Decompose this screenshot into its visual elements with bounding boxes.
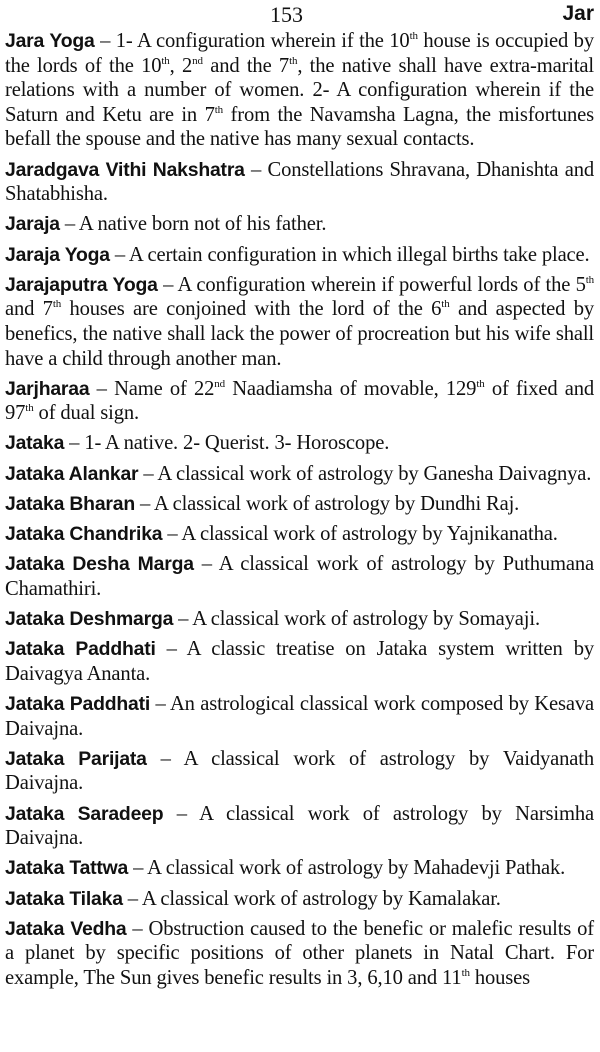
entry-separator: – xyxy=(109,243,129,266)
entry-definition: A certain configuration in which illegal births take place. xyxy=(128,243,590,266)
entry-term: Jataka Desha Marga xyxy=(5,553,194,576)
entry-separator: – xyxy=(128,857,148,880)
ordinal-suffix: th xyxy=(409,30,418,42)
entry-term: Jataka Tilaka xyxy=(5,887,123,910)
dictionary-entry xyxy=(5,158,594,207)
entry-definition: , 2 xyxy=(169,54,193,77)
entry-definition: houses are conjoined with the lord of the 6 xyxy=(61,298,442,321)
entry-definition: houses xyxy=(469,966,531,989)
entry-definition: 1- A configuration wherein if the 10 xyxy=(115,30,410,52)
page-number: 153 xyxy=(270,2,303,27)
entry-definition: house is occupied by the lords of the 10 xyxy=(5,30,594,77)
dictionary-entry xyxy=(5,917,594,991)
entry-term: Jataka Bharan xyxy=(5,492,135,515)
entry-separator: – xyxy=(122,887,142,910)
dictionary-entry xyxy=(5,607,594,632)
entry-term: Jataka Parijata xyxy=(5,747,147,770)
entry-separator: – xyxy=(126,917,149,940)
entry-term: Jaraja xyxy=(5,213,60,236)
ordinal-suffix: th xyxy=(214,103,224,116)
entry-definition: An astrological classical work composed by Kesava Daivajna. xyxy=(5,692,595,740)
dictionary-entry xyxy=(5,692,594,741)
entry-definition: A native born not of his father. xyxy=(78,213,327,236)
ordinal-suffix: th xyxy=(461,966,470,979)
entry-definition: , the native shall have extra-marital relations with a number of women. 2- A configuration wherein if the Saturn and Ketu are in 7 xyxy=(5,54,594,126)
entry-separator: – xyxy=(134,492,154,515)
entry-term: Jaradgava Vithi Nakshatra xyxy=(5,158,245,181)
dictionary-entry xyxy=(5,29,594,152)
ordinal-suffix: th xyxy=(25,402,34,415)
ordinal-suffix: th xyxy=(476,377,485,390)
entry-term: Jataka Saradeep xyxy=(5,802,164,825)
ordinal-suffix: th xyxy=(441,298,450,311)
entry-separator: – xyxy=(244,158,268,181)
entry-definition: Constellations Shravana, Dhanishta and Shatabhisha. xyxy=(5,158,594,206)
entry-definition: A classical work of astrology by Dundhi Raj. xyxy=(154,492,520,515)
entry-list xyxy=(5,29,594,996)
entry-term: Jarjharaa xyxy=(5,377,90,400)
entry-term: Jataka Paddhati xyxy=(5,692,151,715)
entry-separator: – xyxy=(146,747,184,770)
entry-definition: and 7 xyxy=(5,298,53,321)
entry-separator: – xyxy=(94,30,116,52)
dictionary-entry xyxy=(5,273,594,371)
dictionary-entry xyxy=(5,802,594,851)
dictionary-entry xyxy=(5,462,594,487)
dictionary-entry xyxy=(5,522,594,547)
dictionary-entry xyxy=(5,856,594,881)
entry-definition: from the Navamsha Lagna, the misfortunes befall the spouse and the native has many sexual contacts. xyxy=(5,103,594,151)
ordinal-suffix: th xyxy=(585,273,594,286)
entry-definition: A configuration wherein if powerful lords of the 5 xyxy=(177,273,586,296)
entry-term: Jataka Chandrika xyxy=(5,523,163,546)
dictionary-entry xyxy=(5,492,594,517)
entry-separator: – xyxy=(138,462,158,485)
entry-definition: A classical work of astrology by Mahadevji Pathak. xyxy=(147,857,566,880)
ordinal-suffix: nd xyxy=(192,54,203,67)
entry-separator: – xyxy=(173,608,193,630)
dictionary-entry xyxy=(5,212,594,237)
entry-separator: – xyxy=(163,802,200,825)
entry-definition: A classical work of astrology by Yajnikanatha. xyxy=(181,523,558,546)
entry-definition: Naadiamsha of movable, 129 xyxy=(224,377,477,400)
entry-separator: – xyxy=(157,273,178,296)
entry-term: Jarajaputra Yoga xyxy=(5,273,158,296)
dictionary-entry xyxy=(5,747,594,796)
entry-separator: – xyxy=(162,523,182,546)
dictionary-entry xyxy=(5,243,594,268)
entry-term: Jataka Tattwa xyxy=(5,857,129,880)
entry-definition: A classical work of astrology by Somayaji. xyxy=(192,608,540,630)
entry-definition: A classical work of astrology by Vaidyanath Daivajna. xyxy=(5,747,594,795)
entry-definition: A classical work of astrology by Puthumana Chamathiri. xyxy=(5,553,594,600)
entry-definition: A classical work of astrology by Kamalakar. xyxy=(141,887,501,910)
entry-definition: Obstruction caused to the benefic or malefic results of a planet by specific positions of other planets in Natal Chart. For example, The Sun gives benefic results in 3, 6,10 and 11 xyxy=(5,917,594,989)
entry-definition: Name of 22 xyxy=(114,377,215,400)
running-head: Jar xyxy=(562,2,594,25)
entry-term: Jataka Deshmarga xyxy=(5,608,174,630)
dictionary-entry xyxy=(5,377,594,426)
dictionary-entry xyxy=(5,637,594,686)
entry-definition: A classical work of astrology by Ganesha Daivagnya. xyxy=(157,462,592,485)
ordinal-suffix: th xyxy=(161,54,170,67)
ordinal-suffix: th xyxy=(289,54,298,67)
entry-separator: – xyxy=(64,432,85,455)
entry-term: Jataka xyxy=(5,432,65,455)
entry-separator: – xyxy=(59,213,79,236)
ordinal-suffix: th xyxy=(52,298,62,311)
entry-term: Jataka Paddhati xyxy=(5,638,156,661)
entry-definition: and the 7 xyxy=(202,54,290,77)
entry-definition: A classic treatise on Jataka system written by Daivagya Ananta. xyxy=(5,638,594,685)
entry-separator: – xyxy=(155,638,187,661)
entry-definition: and aspected by benefics, the native shall lack the power of procreation but his wife shall have a child through another man. xyxy=(5,298,594,370)
entry-definition: of fixed and 97 xyxy=(5,377,595,425)
dictionary-entry xyxy=(5,887,594,912)
dictionary-entry xyxy=(5,552,594,601)
entry-term: Jaraja Yoga xyxy=(5,243,110,266)
dictionary-entry xyxy=(5,431,594,456)
entry-separator: – xyxy=(89,377,115,400)
entry-separator: – xyxy=(193,553,219,576)
entry-term: Jataka Alankar xyxy=(5,462,139,485)
entry-definition: 1- A native. 2- Querist. 3- Horoscope. xyxy=(84,432,390,455)
entry-term: Jataka Vedha xyxy=(5,917,127,940)
ordinal-suffix: nd xyxy=(214,377,225,390)
entry-definition: A classical work of astrology by Narsimha Daivajna. xyxy=(5,802,594,850)
entry-term: Jara Yoga xyxy=(5,30,95,52)
entry-separator: – xyxy=(150,692,170,715)
entry-definition: of dual sign. xyxy=(33,402,139,425)
